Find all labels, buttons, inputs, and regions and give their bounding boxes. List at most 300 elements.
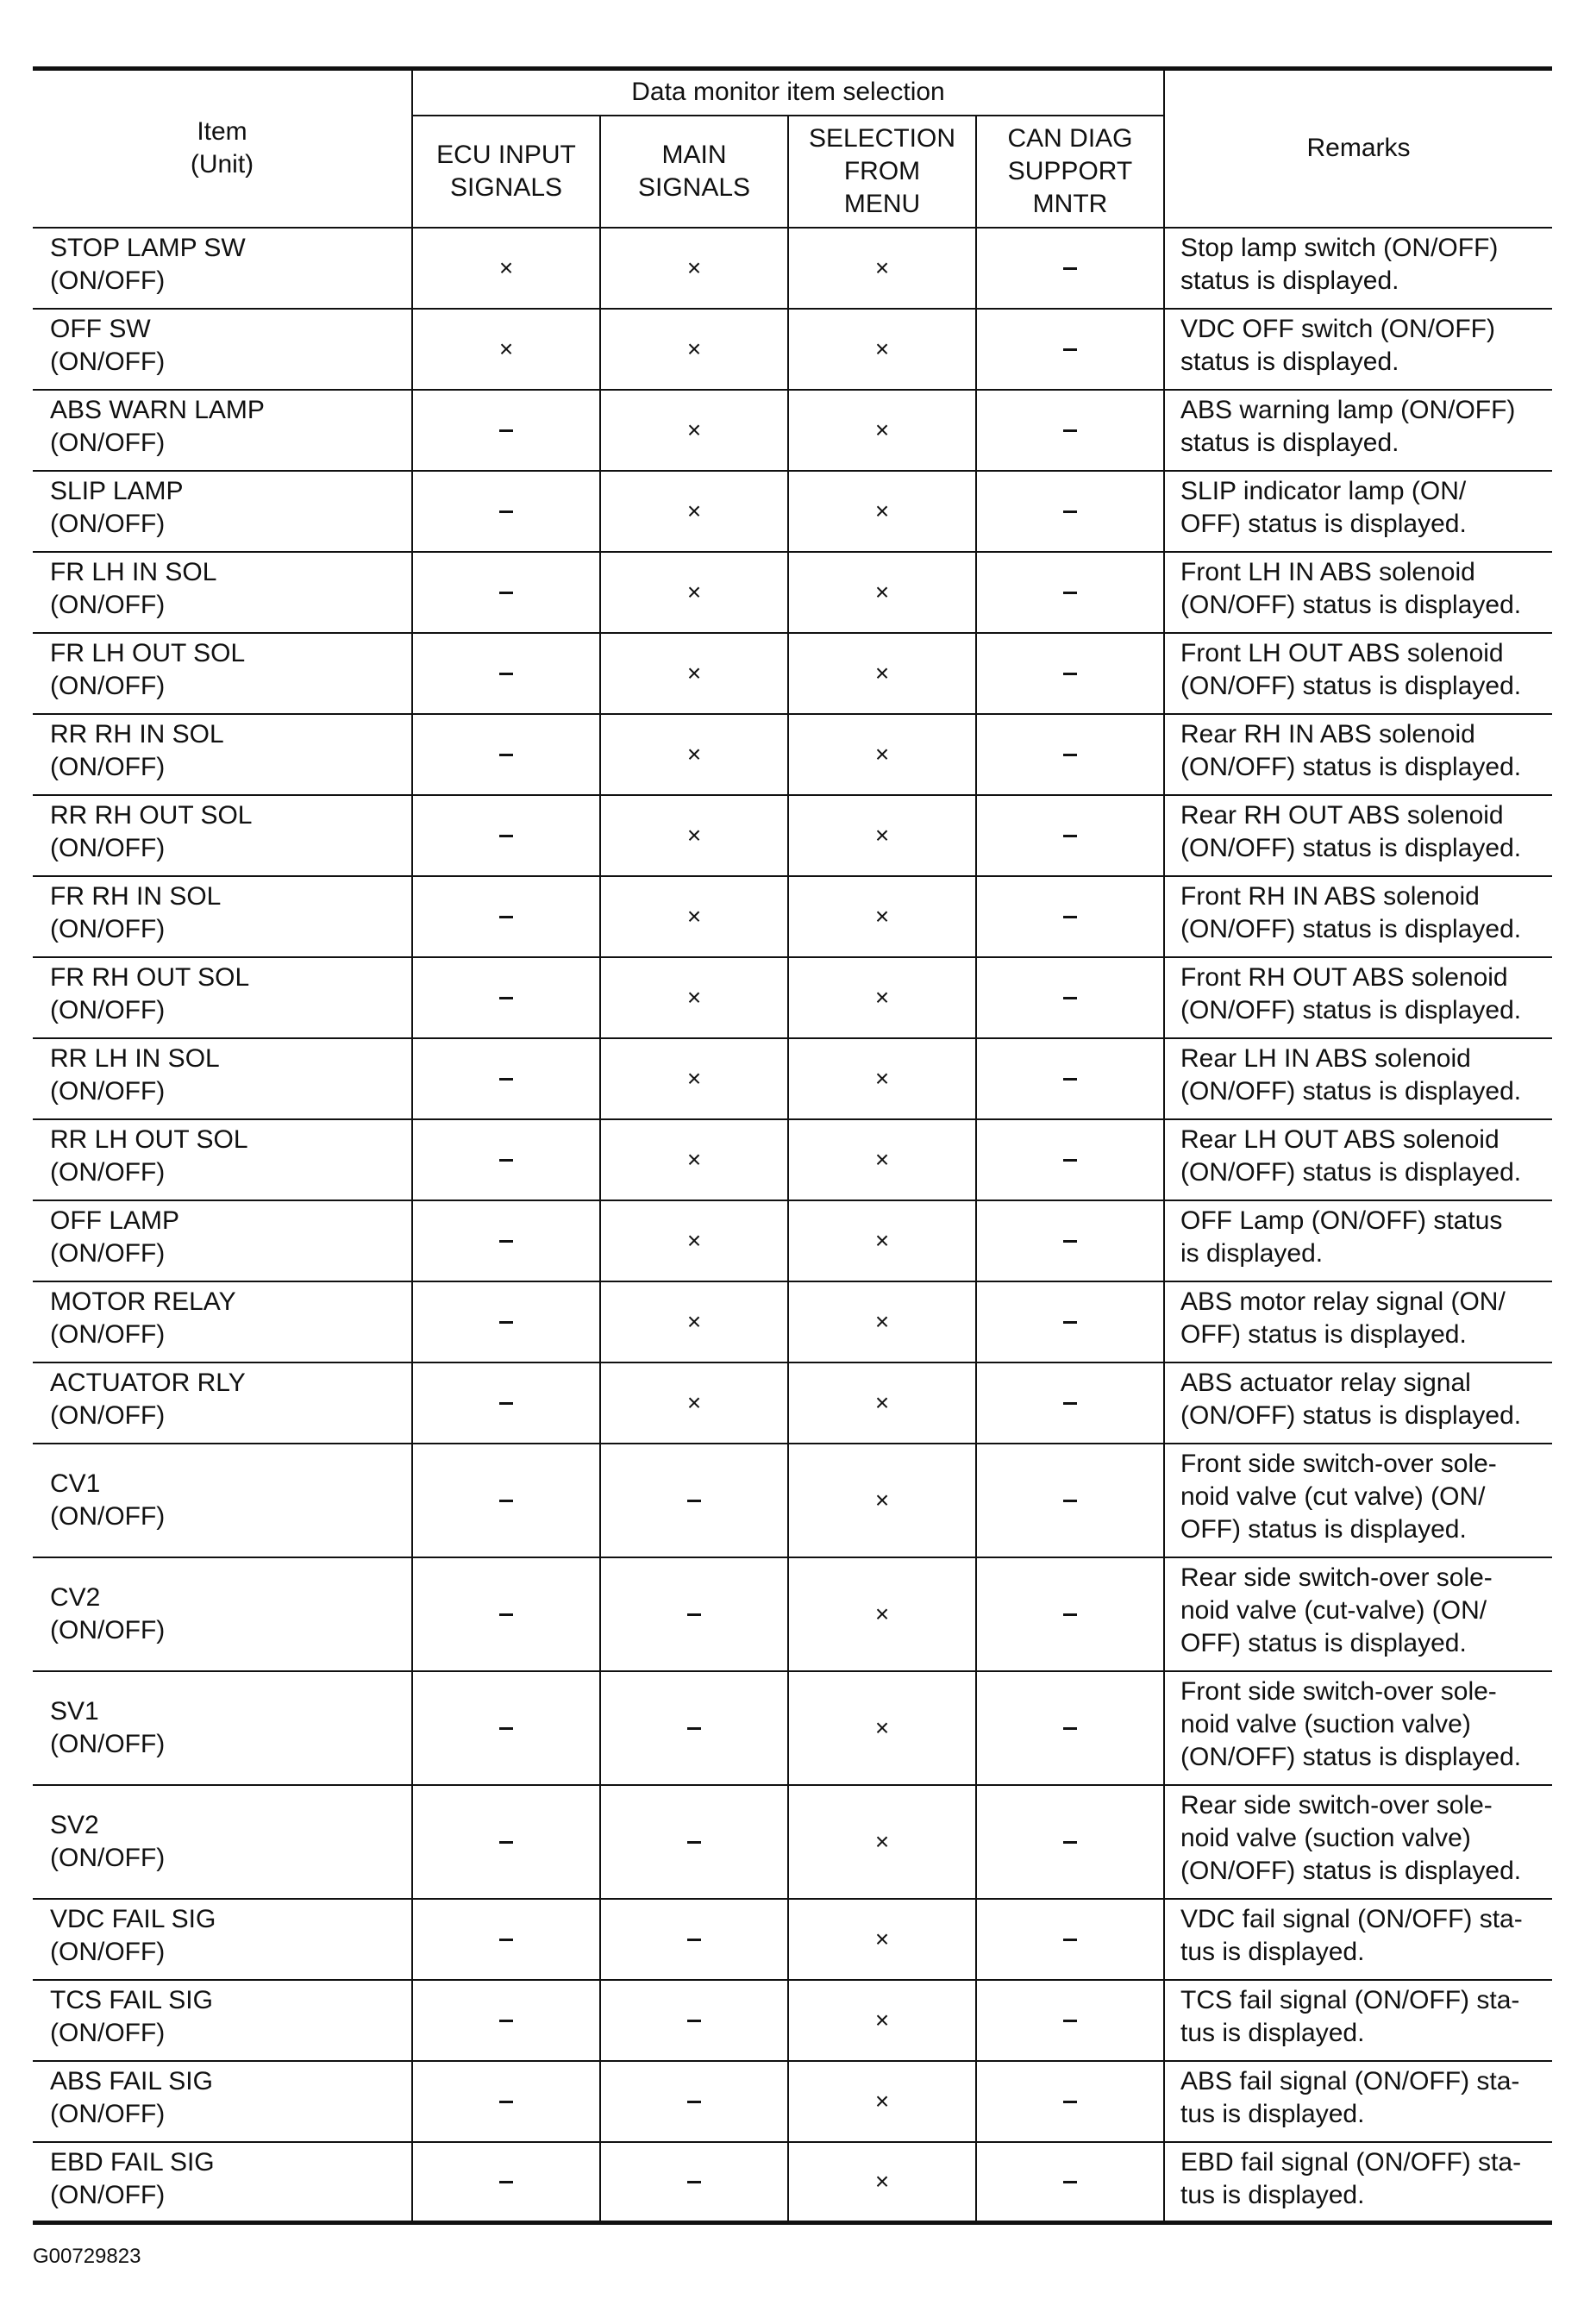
remarks-cell <box>1164 2061 1552 2142</box>
cross-mark-icon: × <box>498 335 514 362</box>
cross-mark-icon: × <box>498 254 514 281</box>
header-col-can-diag-support-mntr: CAN DIAG SUPPORT MNTR <box>976 116 1164 228</box>
mark-cell-can-diag <box>976 714 1164 795</box>
mark-cell-main-signals <box>600 957 788 1038</box>
mark-cell-selection-from-menu <box>788 309 976 390</box>
mark-cell-main-signals <box>600 1038 788 1119</box>
item-cell <box>33 309 412 390</box>
mark-cell-main-signals <box>600 1444 788 1557</box>
dash-mark-icon <box>1063 1321 1077 1324</box>
dash-mark-icon <box>499 1402 513 1405</box>
dash-mark-icon <box>1063 997 1077 999</box>
header-remarks: Remarks <box>1164 69 1552 228</box>
item-cell <box>33 1038 412 1119</box>
item-unit: (ON/OFF) <box>50 833 166 862</box>
item-name: CV2 <box>50 1582 101 1612</box>
mark-cell-main-signals <box>600 633 788 714</box>
mark-cell-main-signals <box>600 390 788 471</box>
table-row <box>33 390 1552 471</box>
mark-cell-ecu-input <box>412 390 600 471</box>
dash-mark-icon <box>1063 592 1077 594</box>
item-unit: (ON/OFF) <box>50 428 166 457</box>
dash-mark-icon <box>687 1727 701 1730</box>
dash-mark-icon <box>499 592 513 594</box>
cross-mark-icon: × <box>686 416 702 443</box>
table-row <box>33 957 1552 1038</box>
remarks-line: Rear LH IN ABS solenoid <box>1180 1043 1471 1073</box>
item-unit: (ON/OFF) <box>50 2099 166 2128</box>
item-name: FR LH OUT SOL <box>50 638 246 667</box>
dash-mark-icon <box>1063 2101 1077 2103</box>
item-name: TCS FAIL SIG <box>50 1985 213 2014</box>
remarks-line: ABS fail signal (ON/OFF) sta- <box>1180 2066 1520 2095</box>
cross-mark-icon: × <box>686 1064 702 1092</box>
remarks-line: EBD fail signal (ON/OFF) sta- <box>1180 2147 1522 2177</box>
remarks-line: Rear RH IN ABS solenoid <box>1180 719 1475 749</box>
item-cell <box>33 1119 412 1200</box>
table-row <box>33 1671 1552 1785</box>
mark-cell-ecu-input <box>412 552 600 633</box>
mark-cell-selection-from-menu <box>788 1980 976 2061</box>
header-unit-label: (Unit) <box>190 150 254 179</box>
dash-mark-icon <box>499 997 513 999</box>
mark-cell-selection-from-menu <box>788 1785 976 1899</box>
dash-mark-icon <box>499 1727 513 1730</box>
cross-mark-icon: × <box>874 2087 890 2114</box>
mark-cell-main-signals <box>600 1980 788 2061</box>
mark-cell-ecu-input <box>412 633 600 714</box>
table-row <box>33 309 1552 390</box>
mark-cell-main-signals <box>600 552 788 633</box>
mark-cell-main-signals <box>600 876 788 957</box>
remarks-line: Front LH IN ABS solenoid <box>1180 557 1475 586</box>
mark-cell-main-signals <box>600 1362 788 1444</box>
remarks-line: (ON/OFF) status is displayed. <box>1180 1856 1522 1885</box>
mark-cell-selection-from-menu <box>788 1557 976 1671</box>
dash-mark-icon <box>499 2181 513 2183</box>
mark-cell-selection-from-menu <box>788 1281 976 1362</box>
cross-mark-icon: × <box>874 1388 890 1416</box>
item-name: FR RH OUT SOL <box>50 962 250 992</box>
dash-mark-icon <box>499 511 513 513</box>
dash-mark-icon <box>687 1939 701 1941</box>
item-unit: (ON/OFF) <box>50 995 166 1024</box>
remarks-line: ABS actuator relay signal <box>1180 1368 1471 1397</box>
mark-cell-ecu-input <box>412 2142 600 2223</box>
remarks-cell <box>1164 471 1552 552</box>
remarks-line: Rear LH OUT ABS solenoid <box>1180 1124 1499 1154</box>
remarks-line: is displayed. <box>1180 1238 1324 1268</box>
dash-mark-icon <box>499 1159 513 1162</box>
remarks-line: (ON/OFF) status is displayed. <box>1180 833 1522 862</box>
item-name: CV1 <box>50 1469 101 1498</box>
remarks-line: tus is displayed. <box>1180 1937 1365 1966</box>
item-cell <box>33 633 412 714</box>
dash-mark-icon <box>687 2101 701 2103</box>
remarks-cell <box>1164 1671 1552 1785</box>
item-unit: (ON/OFF) <box>50 1501 166 1531</box>
mark-cell-can-diag <box>976 876 1164 957</box>
table-row <box>33 714 1552 795</box>
dash-mark-icon <box>1063 1078 1077 1081</box>
table-row <box>33 1899 1552 1980</box>
dash-mark-icon <box>499 1078 513 1081</box>
item-name: RR LH IN SOL <box>50 1043 220 1073</box>
remarks-line: Front RH OUT ABS solenoid <box>1180 962 1508 992</box>
mark-cell-can-diag <box>976 309 1164 390</box>
mark-cell-selection-from-menu <box>788 795 976 876</box>
dash-mark-icon <box>687 1500 701 1502</box>
cross-mark-icon: × <box>874 1600 890 1627</box>
item-name: SV2 <box>50 1810 99 1839</box>
cross-mark-icon: × <box>686 902 702 930</box>
mark-cell-ecu-input <box>412 1557 600 1671</box>
item-unit: (ON/OFF) <box>50 1843 166 1872</box>
dash-mark-icon <box>687 1841 701 1844</box>
dash-mark-icon <box>1063 673 1077 675</box>
remarks-line: (ON/OFF) status is displayed. <box>1180 590 1522 619</box>
dash-mark-icon <box>499 1321 513 1324</box>
item-cell <box>33 2061 412 2142</box>
item-unit: (ON/OFF) <box>50 1238 166 1268</box>
item-cell <box>33 1557 412 1671</box>
mark-cell-selection-from-menu <box>788 2061 976 2142</box>
mark-cell-ecu-input <box>412 1362 600 1444</box>
table-row <box>33 471 1552 552</box>
dash-mark-icon <box>1063 1240 1077 1243</box>
item-unit: (ON/OFF) <box>50 752 166 781</box>
header-group-label: Data monitor item selection <box>412 69 1164 116</box>
item-name: EBD FAIL SIG <box>50 2147 215 2177</box>
cross-mark-icon: × <box>686 335 702 362</box>
dash-mark-icon <box>499 1613 513 1616</box>
remarks-line: VDC fail signal (ON/OFF) sta- <box>1180 1904 1523 1933</box>
mark-cell-ecu-input <box>412 1444 600 1557</box>
remarks-line: Front side switch-over sole- <box>1180 1449 1497 1478</box>
header-col-selection-from-menu: SELECTION FROM MENU <box>788 116 976 228</box>
remarks-line: noid valve (suction valve) <box>1180 1709 1471 1738</box>
mark-cell-selection-from-menu <box>788 714 976 795</box>
mark-cell-selection-from-menu <box>788 633 976 714</box>
mark-cell-can-diag <box>976 2061 1164 2142</box>
dash-mark-icon <box>499 1240 513 1243</box>
remarks-line: TCS fail signal (ON/OFF) sta- <box>1180 1985 1520 2014</box>
item-name: FR LH IN SOL <box>50 557 217 586</box>
cross-mark-icon: × <box>874 416 890 443</box>
item-cell <box>33 228 412 309</box>
dash-mark-icon <box>687 2020 701 2022</box>
dash-mark-icon <box>1063 1500 1077 1502</box>
mark-cell-selection-from-menu <box>788 2142 976 2223</box>
item-cell <box>33 795 412 876</box>
remarks-line: status is displayed. <box>1180 266 1399 295</box>
dash-mark-icon <box>1063 754 1077 756</box>
cross-mark-icon: × <box>686 1307 702 1335</box>
remarks-cell <box>1164 1281 1552 1362</box>
item-unit: (ON/OFF) <box>50 1615 166 1644</box>
dash-mark-icon <box>1063 348 1077 351</box>
header-col-ecu-input-signals: ECU INPUT SIGNALS <box>412 116 600 228</box>
item-name: STOP LAMP SW <box>50 233 246 262</box>
mark-cell-can-diag <box>976 1038 1164 1119</box>
data-monitor-table-sheet <box>33 66 1552 2225</box>
mark-cell-main-signals <box>600 1557 788 1671</box>
item-cell <box>33 876 412 957</box>
item-unit: (ON/OFF) <box>50 266 166 295</box>
remarks-cell <box>1164 957 1552 1038</box>
dash-mark-icon <box>499 916 513 918</box>
dash-mark-icon <box>499 1500 513 1502</box>
dash-mark-icon <box>1063 2020 1077 2022</box>
cross-mark-icon: × <box>874 1713 890 1741</box>
dash-mark-icon <box>499 673 513 675</box>
table-row <box>33 552 1552 633</box>
mark-cell-can-diag <box>976 1444 1164 1557</box>
dash-mark-icon <box>1063 916 1077 918</box>
remarks-cell <box>1164 1038 1552 1119</box>
remarks-line: (ON/OFF) status is displayed. <box>1180 1076 1522 1106</box>
remarks-cell <box>1164 2142 1552 2223</box>
cross-mark-icon: × <box>874 2167 890 2195</box>
mark-cell-main-signals <box>600 309 788 390</box>
remarks-cell <box>1164 552 1552 633</box>
dash-mark-icon <box>499 754 513 756</box>
item-name: OFF SW <box>50 314 151 343</box>
dash-mark-icon <box>1063 2181 1077 2183</box>
table-row <box>33 1444 1552 1557</box>
remarks-cell <box>1164 714 1552 795</box>
item-unit: (ON/OFF) <box>50 347 166 376</box>
item-name: ACTUATOR RLY <box>50 1368 246 1397</box>
item-name: VDC FAIL SIG <box>50 1904 216 1933</box>
remarks-line: OFF) status is displayed. <box>1180 1628 1467 1657</box>
cross-mark-icon: × <box>874 740 890 767</box>
table-row <box>33 2061 1552 2142</box>
mark-cell-ecu-input <box>412 1038 600 1119</box>
item-unit: (ON/OFF) <box>50 1157 166 1187</box>
table-row <box>33 795 1552 876</box>
mark-cell-can-diag <box>976 2142 1164 2223</box>
dash-mark-icon <box>1063 267 1077 270</box>
table-row <box>33 228 1552 309</box>
remarks-line: status is displayed. <box>1180 347 1399 376</box>
mark-cell-main-signals <box>600 1671 788 1785</box>
mark-cell-ecu-input <box>412 876 600 957</box>
item-unit: (ON/OFF) <box>50 914 166 943</box>
remarks-line: Front RH IN ABS solenoid <box>1180 881 1480 911</box>
cross-mark-icon: × <box>686 983 702 1011</box>
dash-mark-icon <box>499 2101 513 2103</box>
header-item-unit <box>33 69 412 228</box>
remarks-line: (ON/OFF) status is displayed. <box>1180 914 1522 943</box>
table-body <box>33 228 1552 2223</box>
cross-mark-icon: × <box>686 578 702 605</box>
mark-cell-main-signals <box>600 2061 788 2142</box>
mark-cell-main-signals <box>600 1200 788 1281</box>
table-header <box>33 69 1552 228</box>
mark-cell-ecu-input <box>412 471 600 552</box>
mark-cell-can-diag <box>976 1980 1164 2061</box>
mark-cell-can-diag <box>976 1119 1164 1200</box>
remarks-line: (ON/OFF) status is displayed. <box>1180 1157 1522 1187</box>
item-cell <box>33 1281 412 1362</box>
remarks-line: noid valve (suction valve) <box>1180 1823 1471 1852</box>
data-monitor-table <box>33 66 1552 2225</box>
item-unit: (ON/OFF) <box>50 509 166 538</box>
remarks-line: noid valve (cut-valve) (ON/ <box>1180 1595 1487 1625</box>
item-unit: (ON/OFF) <box>50 1400 166 1430</box>
remarks-cell <box>1164 633 1552 714</box>
dash-mark-icon <box>1063 1402 1077 1405</box>
mark-cell-main-signals <box>600 471 788 552</box>
mark-cell-main-signals <box>600 228 788 309</box>
item-cell <box>33 1980 412 2061</box>
table-row <box>33 633 1552 714</box>
remarks-cell <box>1164 876 1552 957</box>
item-unit: (ON/OFF) <box>50 2180 166 2209</box>
item-name: MOTOR RELAY <box>50 1287 236 1316</box>
mark-cell-selection-from-menu <box>788 1444 976 1557</box>
remarks-cell <box>1164 1785 1552 1899</box>
mark-cell-selection-from-menu <box>788 876 976 957</box>
remarks-cell <box>1164 1200 1552 1281</box>
item-name: SV1 <box>50 1696 99 1726</box>
mark-cell-selection-from-menu <box>788 471 976 552</box>
item-cell <box>33 471 412 552</box>
remarks-cell <box>1164 1980 1552 2061</box>
remarks-line: Front side switch-over sole- <box>1180 1676 1497 1706</box>
cross-mark-icon: × <box>874 1064 890 1092</box>
mark-cell-ecu-input <box>412 957 600 1038</box>
dash-mark-icon <box>687 2181 701 2183</box>
mark-cell-main-signals <box>600 1899 788 1980</box>
item-cell <box>33 552 412 633</box>
remarks-line: OFF) status is displayed. <box>1180 509 1467 538</box>
mark-cell-selection-from-menu <box>788 1671 976 1785</box>
mark-cell-can-diag <box>976 552 1164 633</box>
remarks-line: Rear RH OUT ABS solenoid <box>1180 800 1504 830</box>
mark-cell-ecu-input <box>412 309 600 390</box>
remarks-line: (ON/OFF) status is displayed. <box>1180 995 1522 1024</box>
mark-cell-can-diag <box>976 390 1164 471</box>
remarks-line: Rear side switch-over sole- <box>1180 1790 1493 1820</box>
cross-mark-icon: × <box>874 1226 890 1254</box>
remarks-cell <box>1164 1362 1552 1444</box>
remarks-line: Stop lamp switch (ON/OFF) <box>1180 233 1499 262</box>
item-unit: (ON/OFF) <box>50 671 166 700</box>
remarks-cell <box>1164 1119 1552 1200</box>
remarks-cell <box>1164 390 1552 471</box>
remarks-line: tus is displayed. <box>1180 2180 1365 2209</box>
mark-cell-selection-from-menu <box>788 390 976 471</box>
remarks-line: SLIP indicator lamp (ON/ <box>1180 476 1467 505</box>
mark-cell-ecu-input <box>412 1119 600 1200</box>
cross-mark-icon: × <box>686 821 702 849</box>
item-name: ABS FAIL SIG <box>50 2066 213 2095</box>
mark-cell-ecu-input <box>412 1980 600 2061</box>
mark-cell-can-diag <box>976 633 1164 714</box>
cross-mark-icon: × <box>874 659 890 686</box>
figure-code: G00729823 <box>33 2245 141 2268</box>
remarks-line: tus is displayed. <box>1180 2099 1365 2128</box>
mark-cell-ecu-input <box>412 1281 600 1362</box>
mark-cell-can-diag <box>976 1557 1164 1671</box>
cross-mark-icon: × <box>686 1226 702 1254</box>
mark-cell-can-diag <box>976 1671 1164 1785</box>
mark-cell-selection-from-menu <box>788 1200 976 1281</box>
mark-cell-ecu-input <box>412 714 600 795</box>
remarks-line: ABS motor relay signal (ON/ <box>1180 1287 1506 1316</box>
item-unit: (ON/OFF) <box>50 1319 166 1349</box>
dash-mark-icon <box>499 835 513 837</box>
mark-cell-ecu-input <box>412 1785 600 1899</box>
cross-mark-icon: × <box>874 902 890 930</box>
remarks-line: (ON/OFF) status is displayed. <box>1180 671 1522 700</box>
cross-mark-icon: × <box>686 659 702 686</box>
remarks-line: VDC OFF switch (ON/OFF) <box>1180 314 1495 343</box>
mark-cell-selection-from-menu <box>788 957 976 1038</box>
mark-cell-can-diag <box>976 1899 1164 1980</box>
cross-mark-icon: × <box>874 254 890 281</box>
mark-cell-main-signals <box>600 1785 788 1899</box>
remarks-line: ABS warning lamp (ON/OFF) <box>1180 395 1516 424</box>
item-unit: (ON/OFF) <box>50 1729 166 1758</box>
mark-cell-main-signals <box>600 795 788 876</box>
header-col-main-signals: MAIN SIGNALS <box>600 116 788 228</box>
remarks-line: OFF) status is displayed. <box>1180 1514 1467 1544</box>
remarks-line: OFF) status is displayed. <box>1180 1319 1467 1349</box>
remarks-line: (ON/OFF) status is displayed. <box>1180 752 1522 781</box>
mark-cell-ecu-input <box>412 1671 600 1785</box>
mark-cell-main-signals <box>600 1119 788 1200</box>
header-item-label: Item <box>197 117 247 147</box>
cross-mark-icon: × <box>874 2006 890 2033</box>
item-name: RR RH IN SOL <box>50 719 224 749</box>
dash-mark-icon <box>687 1613 701 1616</box>
table-row <box>33 1980 1552 2061</box>
cross-mark-icon: × <box>686 1388 702 1416</box>
dash-mark-icon <box>499 2020 513 2022</box>
dash-mark-icon <box>1063 835 1077 837</box>
table-row <box>33 2142 1552 2223</box>
remarks-line: Rear side switch-over sole- <box>1180 1563 1493 1592</box>
cross-mark-icon: × <box>874 1145 890 1173</box>
remarks-line: noid valve (cut valve) (ON/ <box>1180 1481 1486 1511</box>
cross-mark-icon: × <box>874 821 890 849</box>
mark-cell-ecu-input <box>412 2061 600 2142</box>
item-cell <box>33 390 412 471</box>
table-row <box>33 876 1552 957</box>
remarks-cell <box>1164 1557 1552 1671</box>
cross-mark-icon: × <box>874 1486 890 1513</box>
cross-mark-icon: × <box>686 254 702 281</box>
item-name: RR LH OUT SOL <box>50 1124 248 1154</box>
remarks-cell <box>1164 228 1552 309</box>
mark-cell-can-diag <box>976 1785 1164 1899</box>
mark-cell-ecu-input <box>412 795 600 876</box>
item-cell <box>33 714 412 795</box>
item-unit: (ON/OFF) <box>50 1076 166 1106</box>
table-row <box>33 1038 1552 1119</box>
dash-mark-icon <box>1063 1159 1077 1162</box>
dash-mark-icon <box>1063 1939 1077 1941</box>
mark-cell-can-diag <box>976 795 1164 876</box>
table-row <box>33 1785 1552 1899</box>
mark-cell-ecu-input <box>412 1200 600 1281</box>
item-cell <box>33 1899 412 1980</box>
item-cell <box>33 1200 412 1281</box>
item-cell <box>33 1444 412 1557</box>
